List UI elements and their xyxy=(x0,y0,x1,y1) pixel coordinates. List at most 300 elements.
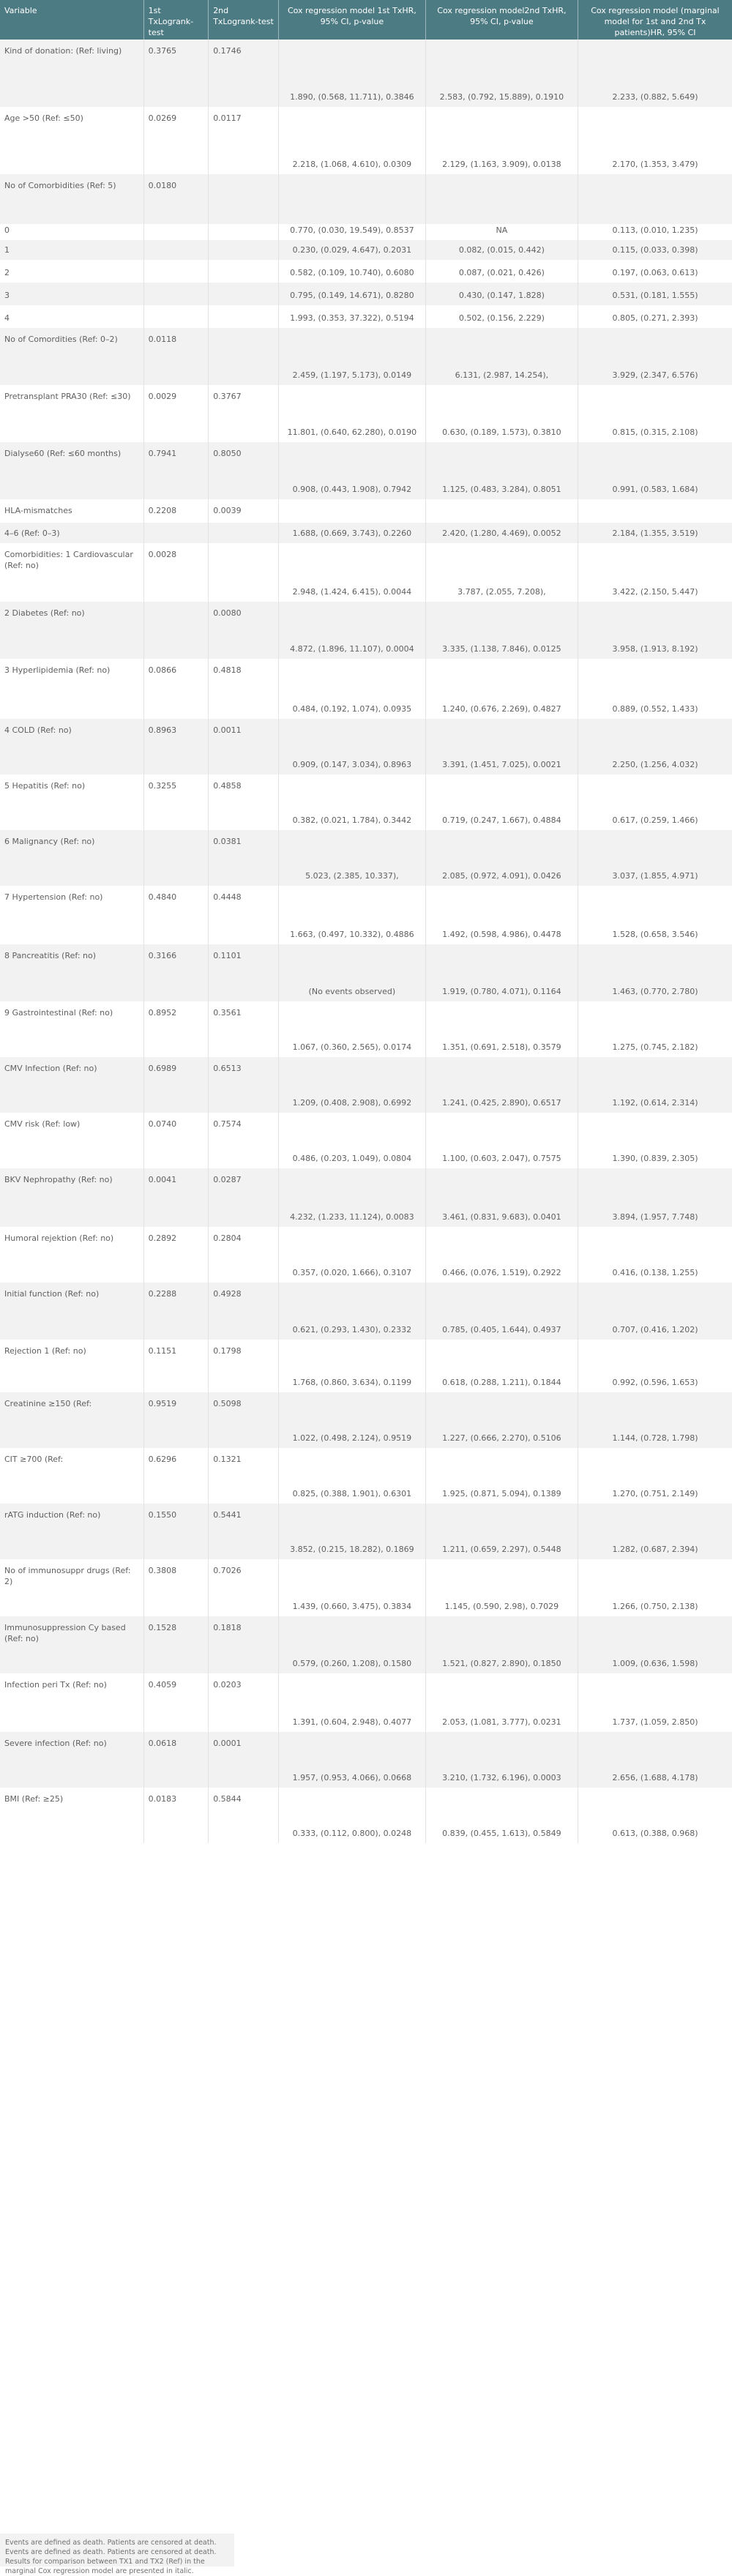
cox-1st-cell: 0.795, (0.149, 14.671), 0.8280 xyxy=(278,283,425,305)
variable-cell: Rejection 1 (Ref: no) xyxy=(0,1340,143,1367)
cox-2nd-cell: 1.125, (0.483, 3.284), 0.8051 xyxy=(425,477,578,499)
spacer-cell xyxy=(209,414,279,442)
table-row-values xyxy=(0,1817,732,1843)
spacer-cell xyxy=(143,1031,209,1057)
table-row-values xyxy=(0,305,732,328)
cox-1st-cell: 4.872, (1.896, 11.107), 0.0004 xyxy=(278,631,425,659)
table-row xyxy=(0,328,732,357)
logrank-2nd-cell: 0.4858 xyxy=(209,774,279,804)
logrank-1st-cell: 0.2288 xyxy=(143,1283,209,1312)
logrank-1st-cell: 0.0183 xyxy=(143,1788,209,1817)
cox-marginal-cell: 3.422, (2.150, 5.447) xyxy=(612,587,698,597)
cox-1st-cell: 0.582, (0.109, 10.740), 0.6080 xyxy=(278,260,425,283)
variable-cell: Dialyse60 (Ref: ≤60 months) xyxy=(0,442,143,477)
spacer-cell xyxy=(143,1422,209,1448)
cox-marginal-cell: 0.115, (0.033, 0.398) xyxy=(612,245,698,255)
spacer-cell xyxy=(143,748,209,774)
cox-1st-cell: 1.663, (0.497, 10.332), 0.4886 xyxy=(278,915,425,944)
spacer-cell xyxy=(209,1422,279,1448)
cox-1st-cell: 2.459, (1.197, 5.173), 0.0149 xyxy=(278,357,425,385)
spacer-cell xyxy=(143,86,209,107)
cox-1st-cell: 0.908, (0.443, 1.908), 0.7942 xyxy=(278,477,425,499)
spacer-cell xyxy=(578,1392,732,1422)
table-row-values xyxy=(0,153,732,174)
spacer-cell xyxy=(143,1367,209,1392)
table-row xyxy=(0,385,732,414)
spacer-cell xyxy=(143,1703,209,1732)
cox-2nd-cell: 6.131, (2.987, 14.254), xyxy=(425,357,578,385)
variable-cell xyxy=(0,859,143,886)
cox-1st-cell: 11.801, (0.640, 62.280), 0.0190 xyxy=(278,414,425,442)
variable-cell xyxy=(0,153,143,174)
table-row-values xyxy=(0,1761,732,1788)
table-row xyxy=(0,174,732,209)
cox-2nd-cell: 1.240, (0.676, 2.269), 0.4827 xyxy=(425,691,578,719)
logrank-2nd-cell: 0.3561 xyxy=(209,1001,279,1031)
logrank-1st-cell: 0.0618 xyxy=(143,1732,209,1761)
logrank-1st-cell: 0.0028 xyxy=(143,543,209,574)
spacer-cell xyxy=(209,1533,279,1559)
table-row-values xyxy=(0,631,732,659)
cox-1st-cell: 0.382, (0.021, 1.784), 0.3442 xyxy=(278,804,425,830)
cox-marginal-cell: 0.805, (0.271, 2.393) xyxy=(612,313,698,323)
spacer-cell xyxy=(425,944,578,974)
logrank-2nd-cell: 0.1818 xyxy=(209,1616,279,1646)
spacer-cell xyxy=(578,1504,732,1533)
spacer-cell xyxy=(209,86,279,107)
cox-1st-cell: 2.218, (1.068, 4.610), 0.0309 xyxy=(278,153,425,174)
cox-1st-cell: 0.909, (0.147, 3.034), 0.8963 xyxy=(278,748,425,774)
logrank-2nd-cell xyxy=(209,543,279,574)
spacer-cell xyxy=(425,174,578,209)
variable-cell: Comorbidities: 1 Cardiovascular (Ref: no) xyxy=(0,543,143,574)
table-row xyxy=(0,1168,732,1198)
header-cox-marginal: Cox regression model (marginal model for 1st and 2nd Tx patients)HR, 95% CI xyxy=(591,6,720,37)
table-row xyxy=(0,1504,732,1533)
cox-2nd-cell: 1.211, (0.659, 2.297), 0.5448 xyxy=(425,1533,578,1559)
cox-2nd-cell: 1.492, (0.598, 4.986), 0.4478 xyxy=(425,915,578,944)
cox-2nd-cell xyxy=(425,209,578,224)
spacer-cell xyxy=(425,442,578,477)
variable-cell xyxy=(0,1422,143,1448)
cox-1st-cell: 1.993, (0.353, 37.322), 0.5194 xyxy=(278,305,425,328)
logrank-2nd-cell: 0.4818 xyxy=(209,659,279,691)
table-row-values xyxy=(0,477,732,499)
variable-cell xyxy=(0,1588,143,1616)
variable-cell xyxy=(0,691,143,719)
spacer-cell xyxy=(209,1646,279,1673)
table-row-values xyxy=(0,1312,732,1340)
cox-marginal-cell: 1.009, (0.636, 1.598) xyxy=(612,1659,698,1668)
logrank-2nd-cell: 0.0011 xyxy=(209,719,279,748)
spacer-cell xyxy=(209,240,279,260)
spacer-cell xyxy=(143,1477,209,1504)
variable-cell: 1 xyxy=(0,240,143,260)
cox-2nd-cell: 1.919, (0.780, 4.071), 0.1164 xyxy=(425,974,578,1001)
cox-2nd-cell: 2.420, (1.280, 4.469), 0.0052 xyxy=(425,523,578,543)
variable-cell: Immunosuppression Cy based (Ref: no) xyxy=(0,1616,143,1646)
table-row-values xyxy=(0,1646,732,1673)
table-row-values xyxy=(0,748,732,774)
spacer-cell xyxy=(278,1001,425,1031)
variable-cell: Kind of donation: (Ref: living) xyxy=(0,40,143,86)
variable-cell: BKV Nephropathy (Ref: no) xyxy=(0,1168,143,1198)
table-row xyxy=(0,1113,732,1142)
spacer-cell xyxy=(425,774,578,804)
logrank-1st-cell: 0.4059 xyxy=(143,1673,209,1703)
logrank-2nd-cell: 0.2804 xyxy=(209,1227,279,1256)
spacer-cell xyxy=(425,1340,578,1367)
cox-marginal-cell: 0.531, (0.181, 1.555) xyxy=(612,291,698,300)
spacer-cell xyxy=(143,1533,209,1559)
spacer-cell xyxy=(143,574,209,602)
logrank-1st-cell: 0.1528 xyxy=(143,1616,209,1646)
cox-2nd-cell: 1.145, (0.590, 2.98), 0.7029 xyxy=(425,1588,578,1616)
cox-marginal-cell: 1.192, (0.614, 2.314) xyxy=(612,1098,698,1108)
spacer-cell xyxy=(209,1086,279,1113)
variable-cell xyxy=(0,1198,143,1227)
spacer-cell xyxy=(209,915,279,944)
table-row-values xyxy=(0,1422,732,1448)
cox-marginal-cell: 1.737, (1.059, 2.850) xyxy=(612,1717,698,1727)
variable-cell: Infection peri Tx (Ref: no) xyxy=(0,1673,143,1703)
table-row-values xyxy=(0,1477,732,1504)
table-row xyxy=(0,1732,732,1761)
spacer-cell xyxy=(143,1646,209,1673)
variable-cell xyxy=(0,631,143,659)
spacer-cell xyxy=(578,602,732,631)
logrank-1st-cell: 0.0041 xyxy=(143,1168,209,1198)
cox-marginal-cell xyxy=(578,209,732,224)
cox-2nd-cell: 1.241, (0.425, 2.890), 0.6517 xyxy=(425,1086,578,1113)
variable-cell xyxy=(0,574,143,602)
spacer-cell xyxy=(209,260,279,283)
spacer-cell xyxy=(143,224,209,240)
cox-1st-cell: 1.391, (0.604, 2.948), 0.4077 xyxy=(278,1703,425,1732)
cox-1st-cell: 0.484, (0.192, 1.074), 0.0935 xyxy=(278,691,425,719)
cox-marginal-cell: 1.390, (0.839, 2.305) xyxy=(612,1154,698,1163)
logrank-2nd-cell: 0.1321 xyxy=(209,1448,279,1477)
logrank-1st-cell: 0.4840 xyxy=(143,886,209,915)
spacer-cell xyxy=(278,1559,425,1588)
variable-cell xyxy=(0,1086,143,1113)
logrank-2nd-cell: 0.7026 xyxy=(209,1559,279,1588)
spacer-cell xyxy=(209,153,279,174)
spacer-cell xyxy=(143,240,209,260)
cox-1st-cell: 1.209, (0.408, 2.908), 0.6992 xyxy=(278,1086,425,1113)
table-row xyxy=(0,442,732,477)
table-row xyxy=(0,719,732,748)
logrank-1st-cell: 0.2208 xyxy=(143,499,209,523)
logrank-1st-cell: 0.7941 xyxy=(143,442,209,477)
spacer-cell xyxy=(143,153,209,174)
spacer-cell xyxy=(578,328,732,357)
spacer-cell xyxy=(143,523,209,543)
spacer-cell xyxy=(143,1588,209,1616)
spacer-cell xyxy=(278,1227,425,1256)
table-row xyxy=(0,1001,732,1031)
spacer-cell xyxy=(578,442,732,477)
variable-cell xyxy=(0,1256,143,1283)
cox-marginal-cell: 1.144, (0.728, 1.798) xyxy=(612,1433,698,1443)
logrank-2nd-cell: 0.4448 xyxy=(209,886,279,915)
spacer-cell xyxy=(143,1761,209,1788)
spacer-cell xyxy=(425,499,578,523)
spacer-cell xyxy=(143,357,209,385)
spacer-cell xyxy=(425,1001,578,1031)
spacer-cell xyxy=(425,830,578,859)
variable-cell: 3 Hyperlipidemia (Ref: no) xyxy=(0,659,143,691)
cox-2nd-cell: 0.618, (0.288, 1.211), 0.1844 xyxy=(425,1367,578,1392)
spacer-cell xyxy=(425,1283,578,1312)
variable-cell xyxy=(0,1477,143,1504)
spacer-cell xyxy=(143,974,209,1001)
spacer-cell xyxy=(143,1312,209,1340)
spacer-cell xyxy=(578,1283,732,1312)
variable-cell: 5 Hepatitis (Ref: no) xyxy=(0,774,143,804)
logrank-2nd-cell: 0.4928 xyxy=(209,1283,279,1312)
cox-2nd-cell: 1.100, (0.603, 2.047), 0.7575 xyxy=(425,1142,578,1168)
logrank-2nd-cell: 0.0080 xyxy=(209,602,279,631)
cox-marginal-cell: 0.991, (0.583, 1.684) xyxy=(612,485,698,494)
cox-1st-cell: 1.067, (0.360, 2.565), 0.0174 xyxy=(278,1031,425,1057)
cox-1st-cell: 1.890, (0.568, 11.711), 0.3846 xyxy=(278,86,425,107)
spacer-cell xyxy=(578,1732,732,1761)
logrank-2nd-cell: 0.0287 xyxy=(209,1168,279,1198)
spacer-cell xyxy=(278,886,425,915)
spacer-cell xyxy=(578,1788,732,1817)
logrank-1st-cell xyxy=(143,602,209,631)
spacer-cell xyxy=(578,107,732,153)
variable-cell: Humoral rejektion (Ref: no) xyxy=(0,1227,143,1256)
variable-cell xyxy=(0,1142,143,1168)
cox-2nd-cell: 1.227, (0.666, 2.270), 0.5106 xyxy=(425,1422,578,1448)
variable-cell: Creatinine ≥150 (Ref: xyxy=(0,1392,143,1422)
table-row-values xyxy=(0,414,732,442)
logrank-2nd-cell: 0.3767 xyxy=(209,385,279,414)
logrank-2nd-cell: 0.5441 xyxy=(209,1504,279,1533)
cox-marginal-cell: 2.233, (0.882, 5.649) xyxy=(612,92,698,102)
cox-marginal-cell: 2.184, (1.355, 3.519) xyxy=(612,529,698,538)
cox-2nd-cell: 1.521, (0.827, 2.890), 0.1850 xyxy=(425,1646,578,1673)
variable-cell: 3 xyxy=(0,283,143,305)
spacer-cell xyxy=(209,574,279,602)
logrank-1st-cell: 0.6296 xyxy=(143,1448,209,1477)
logrank-2nd-cell: 0.1798 xyxy=(209,1340,279,1367)
spacer-cell xyxy=(278,1392,425,1422)
logrank-1st-cell: 0.8952 xyxy=(143,1001,209,1031)
cox-2nd-cell: 2.085, (0.972, 4.091), 0.0426 xyxy=(425,859,578,886)
cox-2nd-cell: 3.391, (1.451, 7.025), 0.0021 xyxy=(425,748,578,774)
spacer-cell xyxy=(143,477,209,499)
cox-2nd-cell: 0.839, (0.455, 1.613), 0.5849 xyxy=(425,1817,578,1843)
variable-cell xyxy=(0,209,143,224)
spacer-cell xyxy=(578,1001,732,1031)
spacer-cell xyxy=(578,174,732,209)
spacer-cell xyxy=(578,385,732,414)
table-row xyxy=(0,774,732,804)
spacer-cell xyxy=(578,944,732,974)
table-row-values xyxy=(0,974,732,1001)
spacer-cell xyxy=(578,1616,732,1646)
spacer-cell xyxy=(143,1086,209,1113)
variable-cell xyxy=(0,357,143,385)
variable-cell: Severe infection (Ref: no) xyxy=(0,1732,143,1761)
logrank-1st-cell: 0.0740 xyxy=(143,1113,209,1142)
logrank-2nd-cell: 0.5844 xyxy=(209,1788,279,1817)
cox-marginal-cell: 1.282, (0.687, 2.394) xyxy=(612,1545,698,1554)
spacer-cell xyxy=(425,543,578,574)
logrank-1st-cell: 0.0180 xyxy=(143,174,209,209)
spacer-cell xyxy=(143,283,209,305)
variable-cell xyxy=(0,1703,143,1732)
variable-cell: No of Comordities (Ref: 0–2) xyxy=(0,328,143,357)
cox-marginal-cell: 0.416, (0.138, 1.255) xyxy=(612,1268,698,1277)
table-row xyxy=(0,1057,732,1086)
logrank-1st-cell: 0.0118 xyxy=(143,328,209,357)
spacer-cell xyxy=(425,1673,578,1703)
cox-marginal-cell: 3.958, (1.913, 8.192) xyxy=(612,644,698,654)
table-row xyxy=(0,659,732,691)
variable-cell: 4 xyxy=(0,305,143,328)
table-row-values xyxy=(0,1367,732,1392)
spacer-cell xyxy=(578,1559,732,1588)
spacer-cell xyxy=(209,305,279,328)
cox-marginal-cell: 0.613, (0.388, 0.968) xyxy=(612,1829,698,1838)
spacer-cell xyxy=(425,1504,578,1533)
logrank-2nd-cell: 0.7574 xyxy=(209,1113,279,1142)
header-variable: Variable xyxy=(0,0,143,40)
spacer-cell xyxy=(425,1732,578,1761)
cox-marginal-cell: 1.463, (0.770, 2.780) xyxy=(612,987,698,996)
spacer-cell xyxy=(278,40,425,86)
spacer-cell xyxy=(209,1031,279,1057)
cox-marginal-cell: 2.170, (1.353, 3.479) xyxy=(612,160,698,169)
spacer-cell xyxy=(425,1057,578,1086)
cox-1st-cell: 5.023, (2.385, 10.337), xyxy=(278,859,425,886)
header-cox-1st: Cox regression model 1st TxHR, 95% CI, p-value xyxy=(278,0,425,40)
table-row-values xyxy=(0,1256,732,1283)
table-row xyxy=(0,944,732,974)
spacer-cell xyxy=(209,1312,279,1340)
spacer-cell xyxy=(278,602,425,631)
spacer-cell xyxy=(425,1168,578,1198)
spacer-cell xyxy=(578,40,732,86)
cox-1st-cell: 0.825, (0.388, 1.901), 0.6301 xyxy=(278,1477,425,1504)
variable-cell: 0 xyxy=(0,224,143,240)
table-row xyxy=(0,1340,732,1367)
cox-1st-cell: 0.579, (0.260, 1.208), 0.1580 xyxy=(278,1646,425,1673)
spacer-cell xyxy=(425,886,578,915)
table-row xyxy=(0,1616,732,1646)
spacer-cell xyxy=(143,209,209,224)
variable-cell: 2 xyxy=(0,260,143,283)
cox-marginal-cell: 1.270, (0.751, 2.149) xyxy=(612,1489,698,1498)
spacer-cell xyxy=(425,1559,578,1588)
spacer-cell xyxy=(278,1616,425,1646)
table-row-values xyxy=(0,260,732,283)
table-row xyxy=(0,107,732,153)
spacer-cell xyxy=(143,804,209,830)
cox-2nd-cell: 2.129, (1.163, 3.909), 0.0138 xyxy=(425,153,578,174)
cox-marginal-cell: 3.894, (1.957, 7.748) xyxy=(612,1212,698,1222)
variable-cell: 2 Diabetes (Ref: no) xyxy=(0,602,143,631)
cox-marginal-cell: 1.528, (0.658, 3.546) xyxy=(612,930,698,939)
cox-1st-cell: 0.230, (0.029, 4.647), 0.2031 xyxy=(278,240,425,260)
spacer-cell xyxy=(209,357,279,385)
table-row-values xyxy=(0,574,732,602)
table-row-values xyxy=(0,240,732,260)
table-row xyxy=(0,543,732,574)
spacer-cell xyxy=(143,1142,209,1168)
variable-cell: 7 Hypertension (Ref: no) xyxy=(0,886,143,915)
logrank-1st-cell: 0.9519 xyxy=(143,1392,209,1422)
spacer-cell xyxy=(278,659,425,691)
spacer-cell xyxy=(278,1673,425,1703)
table-row xyxy=(0,1227,732,1256)
spacer-cell xyxy=(209,1817,279,1843)
logrank-1st-cell: 0.1550 xyxy=(143,1504,209,1533)
spacer-cell xyxy=(278,1788,425,1817)
cox-marginal-cell: 0.707, (0.416, 1.202) xyxy=(612,1325,698,1334)
table-row xyxy=(0,1392,732,1422)
variable-cell xyxy=(0,748,143,774)
variable-cell xyxy=(0,1533,143,1559)
cox-2nd-cell: 3.210, (1.732, 6.196), 0.0003 xyxy=(425,1761,578,1788)
spacer-cell xyxy=(578,886,732,915)
spacer-cell xyxy=(278,830,425,859)
cox-2nd-cell: 3.787, (2.055, 7.208), xyxy=(425,574,578,602)
spacer-cell xyxy=(578,543,732,574)
cox-marginal-cell: 1.266, (0.750, 2.138) xyxy=(612,1602,698,1611)
table-row-values xyxy=(0,283,732,305)
table-row xyxy=(0,1788,732,1817)
variable-cell: Pretransplant PRA30 (Ref: ≤30) xyxy=(0,385,143,414)
cox-1st-cell: 0.770, (0.030, 19.549), 0.8537 xyxy=(278,224,425,240)
spacer-cell xyxy=(425,1392,578,1422)
spacer-cell xyxy=(425,107,578,153)
spacer-cell xyxy=(425,1788,578,1817)
table-row xyxy=(0,1448,732,1477)
logrank-2nd-cell: 0.1101 xyxy=(209,944,279,974)
logrank-2nd-cell: 0.0039 xyxy=(209,499,279,523)
spacer-cell xyxy=(209,1477,279,1504)
spacer-cell xyxy=(425,659,578,691)
variable-cell: rATG induction (Ref: no) xyxy=(0,1504,143,1533)
logrank-1st-cell: 0.0866 xyxy=(143,659,209,691)
cox-1st-cell: 0.621, (0.293, 1.430), 0.2332 xyxy=(278,1312,425,1340)
spacer-cell xyxy=(209,1142,279,1168)
table-row xyxy=(0,1559,732,1588)
spacer-cell xyxy=(143,305,209,328)
table-body xyxy=(0,40,732,1843)
table-row-values xyxy=(0,691,732,719)
cox-2nd-cell: 0.785, (0.405, 1.644), 0.4937 xyxy=(425,1312,578,1340)
variable-cell xyxy=(0,86,143,107)
spacer-cell xyxy=(425,719,578,748)
spacer-cell xyxy=(425,40,578,86)
spacer-cell xyxy=(578,1448,732,1477)
spacer-cell xyxy=(143,915,209,944)
spacer-cell xyxy=(143,691,209,719)
spacer-cell xyxy=(278,107,425,153)
logrank-2nd-cell: 0.5098 xyxy=(209,1392,279,1422)
spacer-cell xyxy=(278,1504,425,1533)
table-footnote: Events are defined as death. Patients are censored at death. Events are defined as death. Patients are censored at death. Results for comparison between TX1 and TX2 (Ref) in the marginal Cox regression model are presented in italic. xyxy=(0,2534,234,2566)
cox-2nd-cell: 0.719, (0.247, 1.667), 0.4884 xyxy=(425,804,578,830)
cox-1st-cell: 2.948, (1.424, 6.415), 0.0044 xyxy=(278,574,425,602)
cox-2nd-cell: NA xyxy=(425,224,578,240)
